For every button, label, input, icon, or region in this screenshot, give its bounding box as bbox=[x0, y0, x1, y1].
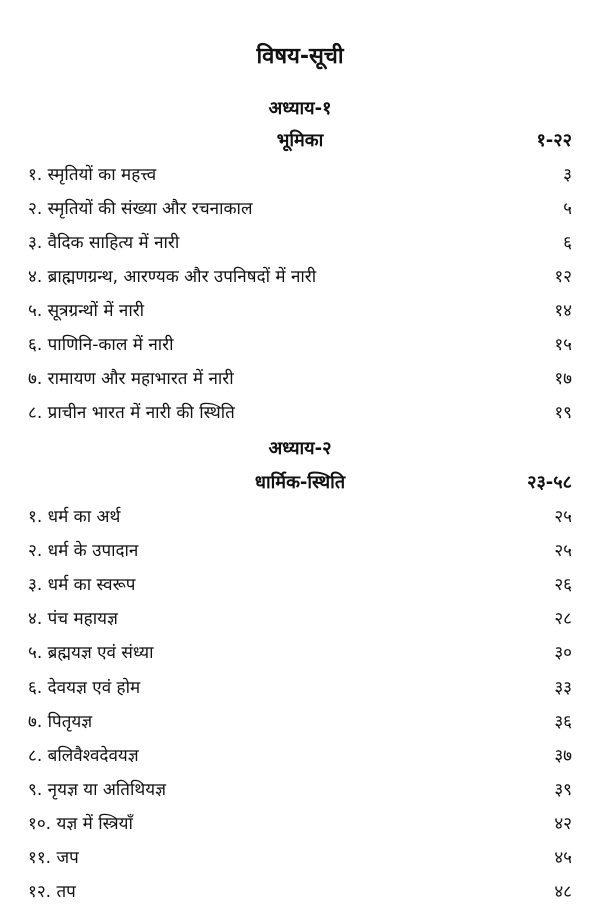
entry-page-number: १५ bbox=[554, 335, 572, 355]
list-item bbox=[28, 538, 572, 564]
entry-label: ४. ब्राह्मणग्रन्थ, आरण्यक और उपनिषदों में नारी bbox=[28, 267, 317, 287]
entry-page-number: २८ bbox=[554, 609, 572, 629]
entry-label: ७. रामायण और महाभारत में नारी bbox=[28, 369, 234, 389]
entry-page-number: ६ bbox=[563, 233, 572, 253]
entry-page-number: ४८ bbox=[554, 882, 572, 902]
list-item bbox=[28, 504, 572, 530]
entry-page-number: २६ bbox=[554, 575, 572, 595]
entry-label: २. स्मृतियों की संख्या और रचनाकाल bbox=[28, 199, 253, 219]
entry-page-number: ३ bbox=[563, 165, 572, 185]
entry-label: ८. प्राचीन भारत में नारी की स्थिति bbox=[28, 403, 235, 423]
entry-label: ७. पितृयज्ञ bbox=[28, 712, 93, 732]
section-title-1: भूमिका bbox=[276, 130, 324, 151]
chapter-heading-1: अध्याय-१ bbox=[268, 98, 332, 119]
section-page-range-2: २३-५८ bbox=[527, 472, 572, 493]
chapter-heading-2: अध्याय-२ bbox=[268, 438, 332, 459]
entry-label: १०. यज्ञ में स्त्रियाँ bbox=[28, 814, 133, 834]
entry-page-number: २५ bbox=[554, 507, 572, 527]
entry-label: ११. जप bbox=[28, 848, 79, 868]
list-item bbox=[28, 879, 572, 905]
section-page-range-1: १-२२ bbox=[536, 130, 572, 151]
entry-label: ३. वैदिक साहित्य में नारी bbox=[28, 233, 180, 253]
list-item bbox=[28, 196, 572, 222]
entry-page-number: ५ bbox=[563, 199, 572, 219]
entry-page-number: २५ bbox=[554, 541, 572, 561]
entry-page-number: ३९ bbox=[554, 780, 572, 800]
entry-label: ८. बलिवैश्वदेवयज्ञ bbox=[28, 746, 139, 766]
entry-label: १. धर्म का अर्थ bbox=[28, 507, 121, 527]
entry-page-number: ३३ bbox=[554, 678, 572, 698]
entry-label: ३. धर्म का स्वरूप bbox=[28, 575, 136, 595]
list-item bbox=[28, 264, 572, 290]
list-item bbox=[28, 743, 572, 769]
list-item bbox=[28, 777, 572, 803]
entry-label: ९. नृयज्ञ या अतिथियज्ञ bbox=[28, 780, 167, 800]
list-item bbox=[28, 366, 572, 392]
entry-label: ६. पाणिनि-काल में नारी bbox=[28, 335, 174, 355]
list-item bbox=[28, 811, 572, 837]
entry-page-number: ४५ bbox=[554, 848, 572, 868]
section-title-2: धार्मिक-स्थिति bbox=[254, 472, 346, 493]
entry-page-number: १७ bbox=[554, 369, 572, 389]
list-item bbox=[28, 709, 572, 735]
entry-page-number: १२ bbox=[554, 267, 572, 287]
entry-label: ५. सूत्रग्रन्थों में नारी bbox=[28, 301, 145, 321]
list-item bbox=[28, 400, 572, 426]
entry-page-number: ३० bbox=[554, 643, 572, 663]
entry-label: २. धर्म के उपादान bbox=[28, 541, 139, 561]
list-item bbox=[28, 332, 572, 358]
list-item bbox=[28, 675, 572, 701]
list-item bbox=[28, 845, 572, 871]
list-item bbox=[28, 162, 572, 188]
list-item bbox=[28, 640, 572, 666]
entry-page-number: ४२ bbox=[554, 814, 572, 834]
list-item bbox=[28, 606, 572, 632]
list-item bbox=[28, 298, 572, 324]
page-title: विषय-सूची bbox=[256, 44, 344, 69]
entry-label: ५. ब्रह्मयज्ञ एवं संध्या bbox=[28, 643, 154, 663]
entry-page-number: १४ bbox=[554, 301, 572, 321]
list-item bbox=[28, 572, 572, 598]
entry-page-number: ३७ bbox=[554, 746, 572, 766]
entry-page-number: ३६ bbox=[554, 712, 572, 732]
list-item bbox=[28, 230, 572, 256]
entry-label: ४. पंच महायज्ञ bbox=[28, 609, 118, 629]
entry-page-number: १९ bbox=[554, 403, 572, 423]
entry-label: ६. देवयज्ञ एवं होम bbox=[28, 678, 141, 698]
entry-label: १२. तप bbox=[28, 882, 76, 902]
entry-label: १. स्मृतियों का महत्त्व bbox=[28, 165, 157, 185]
